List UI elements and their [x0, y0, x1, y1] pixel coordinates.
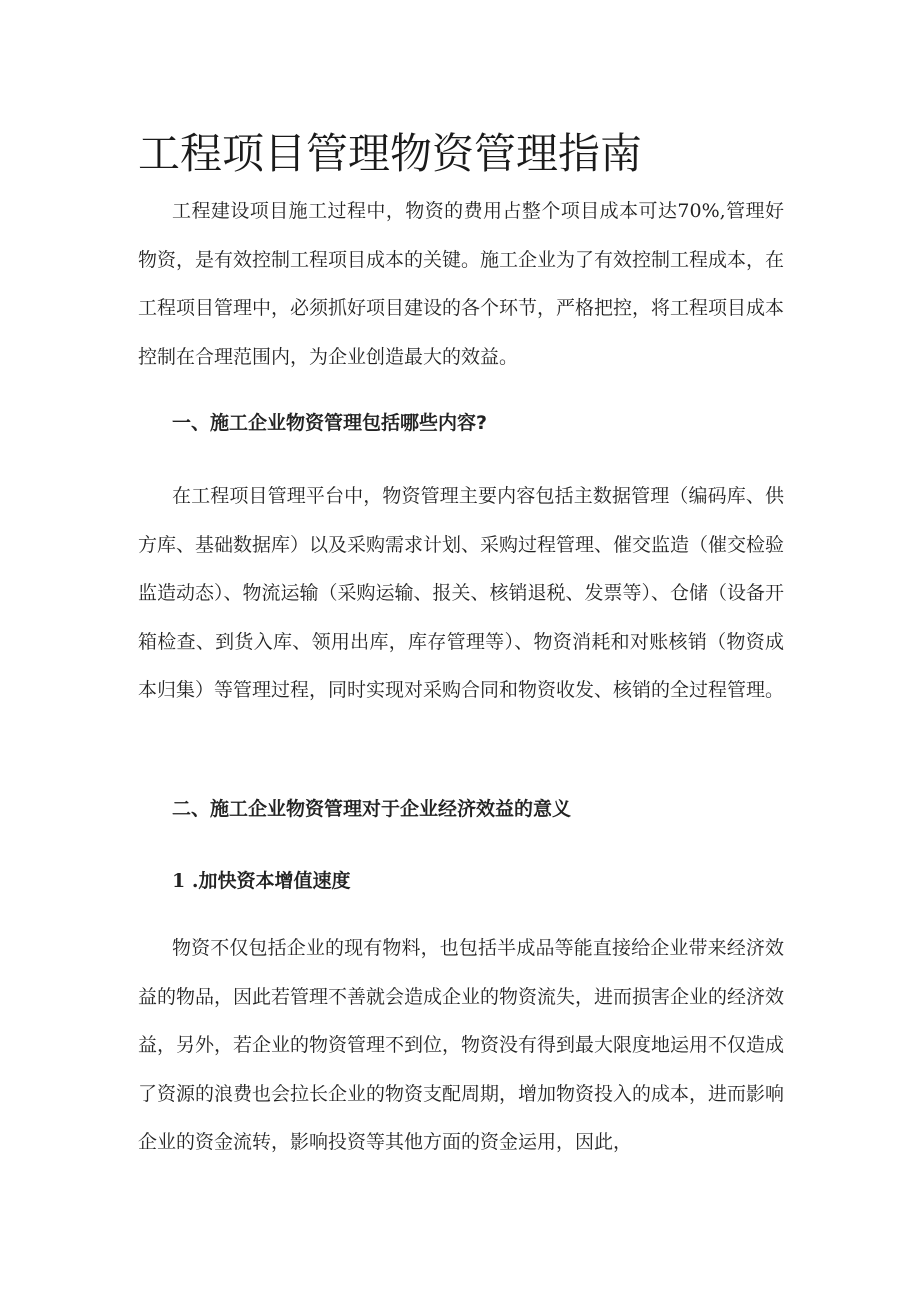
subsection1-heading: 1 .加快资本增值速度 — [172, 870, 351, 892]
section1-paragraph: 在工程项目管理平台中，物资管理主要内容包括主数据管理（编码库、供方库、基础数据库）以及采购需求计划、采购过程管理、催交监造（催交检验监造动态）、物流运输（采购运输、报关、核销退税、发票等）、仓储（设备开箱检查、到货入库、领用出库，库存管理等）、物资消耗和对账核销（物资成本归集）等管理过程，同时实现对采购合同和物资收发、核销的全过程管理。 — [138, 485, 785, 701]
section1-heading: 一、施工企业物资管理包括哪些内容? — [172, 412, 488, 434]
document-title: 工程项目管理物资管理指南 — [138, 129, 643, 178]
section2-heading: 二、施工企业物资管理对于企业经济效益的意义 — [172, 798, 572, 820]
subsection1-paragraph: 物资不仅包括企业的现有物料，也包括半成品等能直接给企业带来经济效益的物品，因此若管理不善就会造成企业的物资流失，进而损害企业的经济效益，另外，若企业的物资管理不到位，物资没有得到最大限度地运用不仅造成了资源的浪费也会拉长企业的物资支配周期，增加物资投入的成本，进而影响企业的资金流转，影响投资等其他方面的资金运用，因此， — [138, 937, 785, 1153]
intro-paragraph: 工程建设项目施工过程中，物资的费用占整个项目成本可达70%,管理好物资，是有效控制工程项目成本的关键。施工企业为了有效控制工程成本，在工程项目管理中，必须抓好项目建设的各个环节，严格把控，将工程项目成本控制在合理范围内，为企业创造最大的效益。 — [138, 200, 785, 368]
